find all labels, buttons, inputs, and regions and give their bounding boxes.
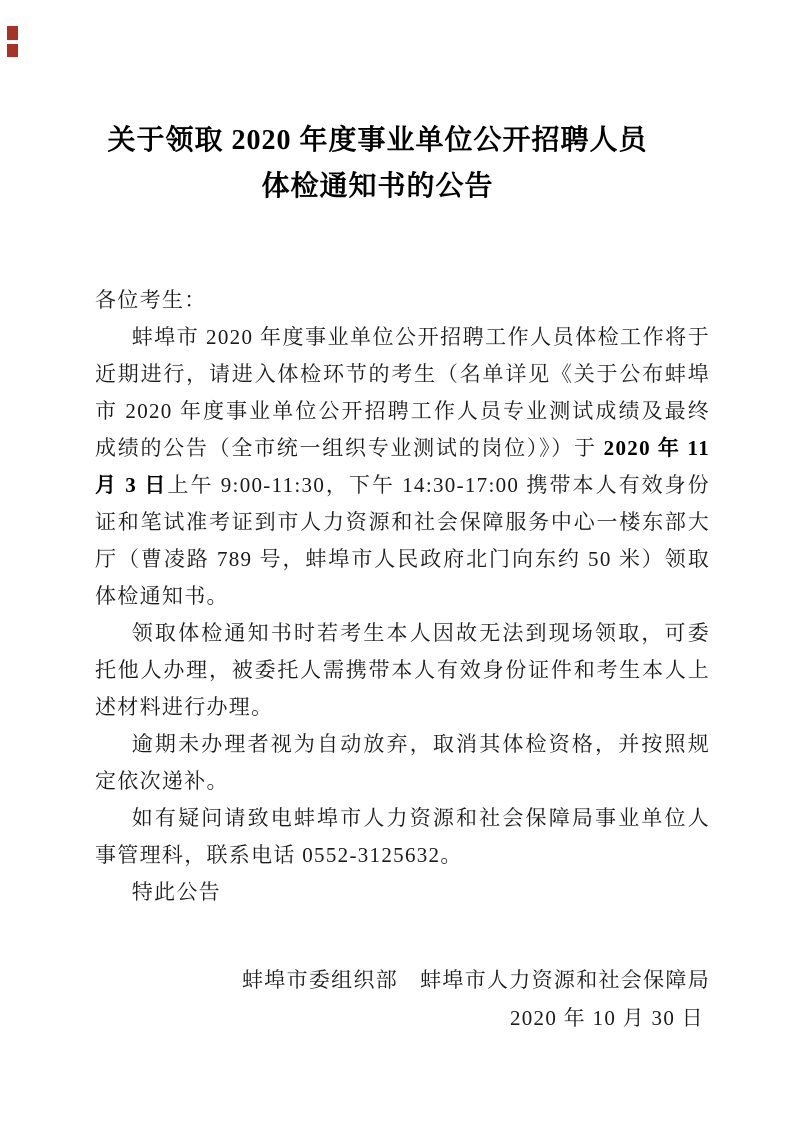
title-line-2: 体检通知书的公告 xyxy=(261,171,494,202)
red-artifact-mark-2 xyxy=(7,44,18,57)
document-text xyxy=(95,282,710,911)
pickup-date-bold: 2020 年 11 月 3 日 xyxy=(95,436,710,497)
paragraph-notice-text-post: 上午 9:00-11:30，下午 14:30-17:00 携带本人有效身份证和笔试准考证到市人力资源和社会保障服务中心一楼东部大厅（曹凌路 789 号，蚌埠市人民政府北门向东约 50 米）领取体检通知书。 xyxy=(95,473,710,608)
signature-block xyxy=(95,961,710,1037)
paragraph-forfeit: 逾期未办理者视为自动放弃，取消其体检资格，并按照规定依次递补。 xyxy=(95,732,710,793)
paragraph-notice-text-pre: 蚌埠市 2020 年度事业单位公开招聘工作人员体检工作将于近期进行，请进入体检环节的考生（名单详见《关于公布蚌埠市 2020 年度事业单位公开招聘工作人员专业测试成绩及最终成绩的公告（全市统一组织专业测试的岗位）》）于 xyxy=(95,325,710,460)
paragraph-contact: 如有疑问请致电蚌埠市人力资源和社会保障局事业单位人事管理科，联系电话 0552-3125632。 xyxy=(95,806,710,867)
document-title xyxy=(95,118,710,210)
paragraph-delegation: 领取体检通知书时若考生本人因故无法到现场领取，可委托他人办理，被委托人需携带本人有效身份证件和考生本人上述材料进行办理。 xyxy=(95,621,710,719)
signature-org-2: 蚌埠市人力资源和社会保障局 xyxy=(420,968,710,992)
closing-line: 特此公告 xyxy=(131,880,221,904)
paragraph-notice xyxy=(95,319,710,615)
signature-org-1: 蚌埠市委组织部 xyxy=(241,968,399,992)
signature-date: 2020 年 10 月 30 日 xyxy=(509,1006,704,1030)
signature-orgs xyxy=(95,961,710,999)
title-line-1: 关于领取 2020 年度事业单位公开招聘人员 xyxy=(107,125,648,156)
salutation: 各位考生： xyxy=(95,288,207,312)
red-artifact-mark-1 xyxy=(7,26,18,40)
